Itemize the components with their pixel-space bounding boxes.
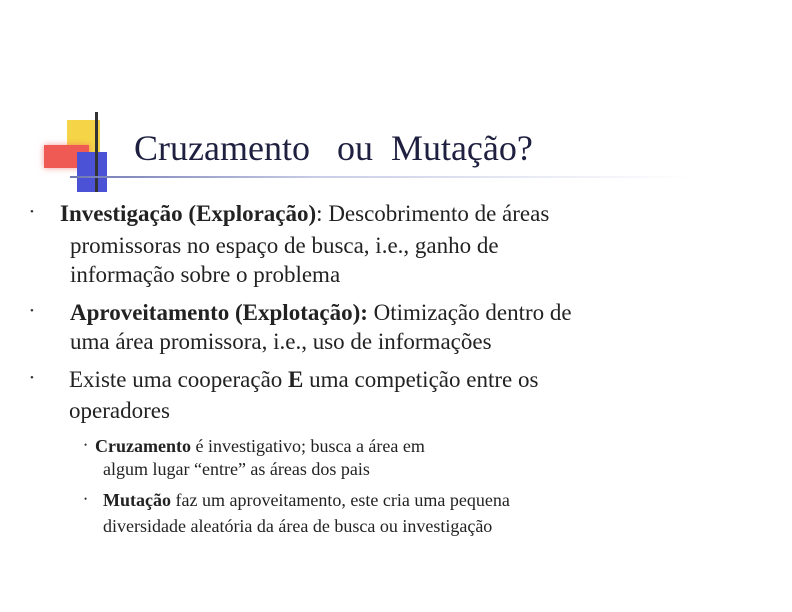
bullet-2-term: Aproveitamento (Explotação): [70,300,368,325]
bullet-2-text: Otimização dentro de [367,300,572,325]
bullet-2-line-1 [70,298,572,327]
bullet-3-line-1 [69,365,538,394]
bullet-3-text-post: uma competição entre os [303,367,539,392]
logo-vertical-line [95,112,98,192]
subbullet-1-text: é investigativo; busca a área em [190,436,425,456]
subbullet-2-line-1 [103,489,510,512]
bullet-2-line-2: uma área promissora, i.e., uso de informações [70,329,492,354]
title-underline [70,176,690,178]
bullet-1-text: Descobrimento de áreas [322,201,550,226]
subbullet-1-term: Cruzamento [95,436,191,456]
subbullet-marker: • [84,494,88,504]
bullet-1-line-1 [60,199,549,228]
bullet-1-line-2: promissoras no espaço de busca, i.e., ganho de [70,233,499,258]
bullet-1-term: Investigação (Exploração) [60,201,317,226]
subbullet-1-line-1 [95,435,425,458]
subbullet-2-line-2: diversidade aleatória da área de busca ou investigação [103,516,493,536]
bullet-3-text-pre: Existe uma cooperação [69,367,289,392]
logo-yellow-square [67,120,100,153]
subbullet-2-term: Mutação [103,490,171,510]
bullet-1-term-suffix: : [316,201,323,226]
subbullet-2-text: faz um aproveitamento, este cria uma pequena [170,490,510,510]
logo-blue-square [77,152,107,192]
subbullet-1-line-2: algum lugar “entre” as áreas dos pais [103,459,370,479]
bullet-marker: • [30,372,34,384]
bullet-marker: • [30,206,34,218]
bullet-marker: • [30,305,34,317]
bullet-3-line-2: operadores [69,398,170,423]
bullet-3-bold: E [288,367,304,392]
logo-red-square [44,145,89,168]
subbullet-marker: • [84,440,88,450]
bullet-1-line-3: informação sobre o problema [70,262,341,287]
slide-title: Cruzamento ou Mutação? [134,128,533,168]
